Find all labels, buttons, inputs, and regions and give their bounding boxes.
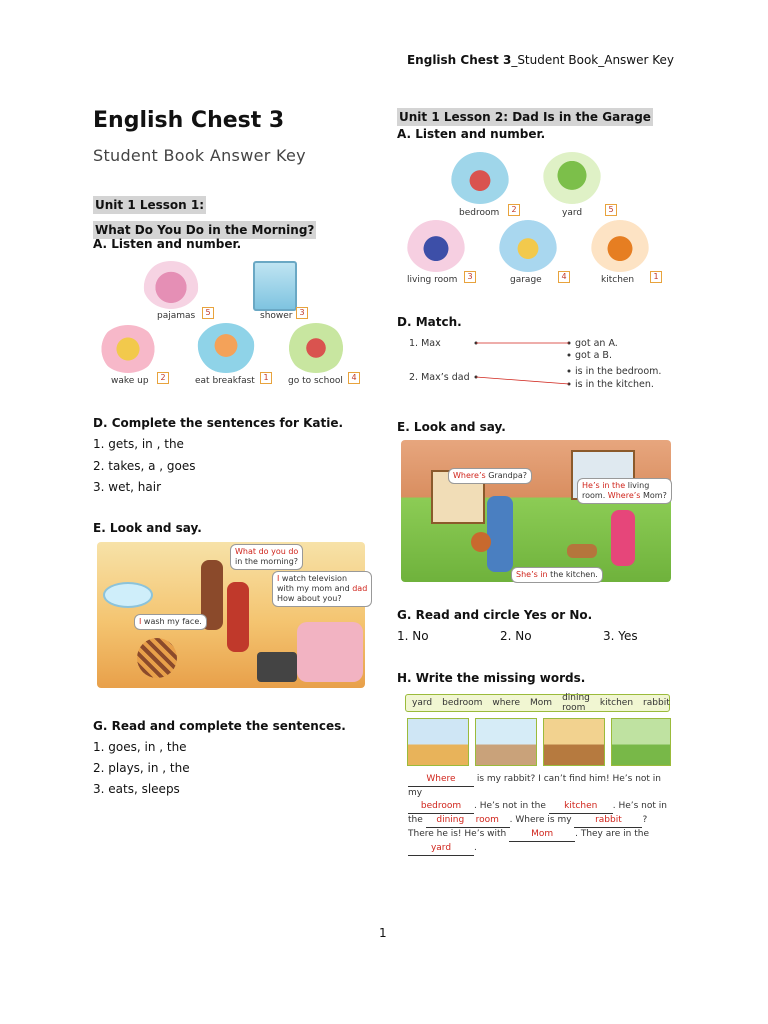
eat-breakfast-image (197, 323, 255, 373)
label-shower: shower (260, 311, 293, 321)
l2-e-b3-a: She’s (516, 570, 538, 579)
h-picture-4 (611, 718, 671, 766)
family-figure (297, 622, 363, 682)
l2-h-title: H. Write the missing words. (397, 671, 586, 685)
kitchen-image (591, 220, 649, 272)
l2-e-b3-c: the kitchen. (550, 570, 598, 579)
lesson1-heading (93, 194, 316, 238)
l1-g-title: G. Read and complete the sentences. (93, 719, 346, 733)
l2-g-answer-3: 3. Yes (603, 629, 638, 643)
l2-e-bubble-1 (448, 468, 532, 484)
h-text-6: ? (642, 815, 648, 825)
label-garage: garage (510, 275, 542, 285)
num-wake-up: 2 (157, 372, 169, 384)
l1-g-line-2: 2. plays, in , the (93, 761, 190, 775)
l1-e-b1-a: What do you do (235, 547, 299, 556)
l2-e-b2-f: Where’s (607, 491, 641, 500)
word-3: where (492, 698, 521, 708)
l2-e-b1-a: Where’s (453, 471, 486, 480)
l2-a-title: A. Listen and number. (397, 127, 546, 141)
l1-e-bubble-2 (272, 571, 372, 607)
h-answer-7: Mom (509, 828, 575, 842)
h-text-9: . (474, 843, 477, 853)
basketball-image (471, 532, 491, 552)
l1-e-b2-a: I (277, 574, 280, 583)
dog-image (567, 544, 597, 558)
girl-figure (611, 510, 635, 566)
word-5: dining room (562, 693, 590, 713)
page-title: English Chest 3 (93, 108, 285, 133)
l2-g-answer-1: 1. No (397, 629, 429, 643)
h-text-8: . They are in the (575, 829, 649, 839)
word-2: bedroom (442, 698, 483, 708)
l2-d-match (405, 334, 675, 396)
lesson2-heading (397, 106, 653, 125)
num-yard: 5 (605, 204, 617, 216)
l2-e-b3-b: in (540, 570, 548, 579)
label-wake-up: wake up (111, 376, 149, 386)
match-right-4: is in the kitchen. (575, 379, 654, 390)
word-box (405, 694, 670, 712)
h-text-1: is my rabbit? I can’t find him! He’s not in my (408, 774, 662, 798)
num-pajamas: 5 (202, 307, 214, 319)
go-to-school-image (287, 323, 345, 373)
pajamas-image (143, 261, 199, 309)
num-garage: 4 (558, 271, 570, 283)
h-text-2: . He’s not in the (474, 801, 546, 811)
word-4: Mom (530, 698, 553, 708)
word-7: rabbit (643, 698, 670, 708)
h-text-3: . He’s not in (612, 801, 667, 811)
l1-d-line-3: 3. wet, hair (93, 480, 162, 494)
label-pajamas: pajamas (157, 311, 196, 321)
l1-d-line-1: 1. gets, in , the (93, 437, 184, 451)
match-right-2: got a B. (575, 350, 612, 361)
l2-e-scene (401, 440, 671, 582)
l2-g-title: G. Read and circle Yes or No. (397, 608, 593, 622)
l1-e-b2-c: with my mom and (277, 584, 350, 593)
l1-e-bubble-1 (230, 544, 303, 570)
l2-e-b2-a: He’s (582, 481, 600, 490)
living-room-image (407, 220, 465, 272)
num-living-room: 3 (464, 271, 476, 283)
h-text-4: the (408, 815, 423, 825)
l1-e-b1-b: in the morning? (235, 557, 299, 566)
l2-e-bubble-2 (577, 478, 672, 504)
h-answer-8: yard (408, 842, 474, 856)
washbasin-image (103, 582, 153, 608)
lesson1-heading-line2: What Do You Do in the Morning? (95, 223, 315, 237)
garage-image (499, 220, 557, 272)
lesson1-heading-line1: Unit 1 Lesson 1: (95, 198, 205, 212)
h-answer-4b: room (475, 815, 499, 825)
num-go-to-school: 4 (348, 372, 360, 384)
label-eat-breakfast: eat breakfast (195, 376, 255, 386)
yard-image (543, 152, 601, 204)
boy-figure (487, 496, 513, 572)
h-answer-3: kitchen (549, 800, 613, 814)
bedroom-image (451, 152, 509, 204)
girl-figure (227, 582, 249, 652)
h-answer-4 (426, 814, 510, 828)
page-subtitle: Student Book Answer Key (93, 146, 306, 165)
campfire-image (137, 638, 177, 678)
l1-g-line-1: 1. goes, in , the (93, 740, 187, 754)
l2-e-bubble-3 (511, 567, 603, 583)
label-bedroom: bedroom (459, 208, 500, 218)
label-go-to-school: go to school (288, 376, 343, 386)
l2-e-b2-c: the (612, 481, 626, 490)
h-picture-1 (407, 718, 469, 766)
word-1: yard (412, 698, 433, 708)
lesson2-heading-text: Unit 1 Lesson 2: Dad Is in the Garage (399, 110, 651, 124)
header-rest: _Student Book_Answer Key (511, 53, 674, 67)
h-answer-4a: dining (436, 815, 465, 825)
television-image (257, 652, 297, 682)
l2-e-b2-d: living (627, 481, 650, 490)
num-eat-breakfast: 1 (260, 372, 272, 384)
h-text-7: There he is! He’s with (408, 829, 507, 839)
l1-e-bubble-3 (134, 614, 207, 630)
header-bold: English Chest 3 (406, 53, 512, 67)
l2-e-b2-e: room. (582, 491, 606, 500)
h-picture-3 (543, 718, 605, 766)
label-kitchen: kitchen (601, 275, 635, 285)
h-picture-2 (475, 718, 537, 766)
shower-image (253, 261, 297, 311)
l2-e-title: E. Look and say. (397, 420, 506, 434)
num-kitchen: 1 (650, 271, 662, 283)
l2-e-b1-b: Grandpa? (488, 471, 527, 480)
l1-a-figure (95, 255, 365, 390)
label-yard: yard (562, 208, 583, 218)
page-number: 1 (379, 926, 387, 940)
wake-up-image (99, 325, 157, 373)
l1-e-title: E. Look and say. (93, 521, 202, 535)
running-header (407, 53, 674, 67)
l2-a-figure (405, 148, 675, 288)
l1-e-b3-a: I (139, 617, 142, 626)
l1-d-line-2: 2. takes, a , goes (93, 459, 196, 473)
num-shower: 3 (296, 307, 308, 319)
l1-e-b2-e: How about you? (277, 594, 342, 603)
l1-e-b2-d: dad (352, 584, 368, 593)
h-paragraph (408, 773, 673, 856)
label-living-room: living room (407, 275, 458, 285)
l2-e-b2-b: in (602, 481, 610, 490)
h-answer-2: bedroom (408, 800, 474, 814)
match-right-3: is in the bedroom. (575, 366, 662, 377)
num-bedroom: 2 (508, 204, 520, 216)
match-left-1: 1. Max (409, 338, 441, 349)
match-right-1: got an A. (575, 338, 618, 349)
h-text-5: . Where is my (509, 815, 572, 825)
l2-g-answer-2: 2. No (500, 629, 532, 643)
l1-e-b3-b: wash my face. (143, 617, 202, 626)
l1-g-line-3: 3. eats, sleeps (93, 782, 180, 796)
l1-d-title: D. Complete the sentences for Katie. (93, 416, 344, 430)
h-answer-6: rabbit (574, 814, 642, 828)
l1-a-title: A. Listen and number. (93, 237, 242, 251)
h-answer-1: Where (408, 773, 474, 787)
l2-e-b2-g: Mom? (643, 491, 667, 500)
word-6: kitchen (599, 698, 634, 708)
l1-e-b2-b: watch television (281, 574, 348, 583)
match-left-2: 2. Max’s dad (409, 372, 470, 383)
l2-d-title: D. Match. (397, 315, 462, 329)
